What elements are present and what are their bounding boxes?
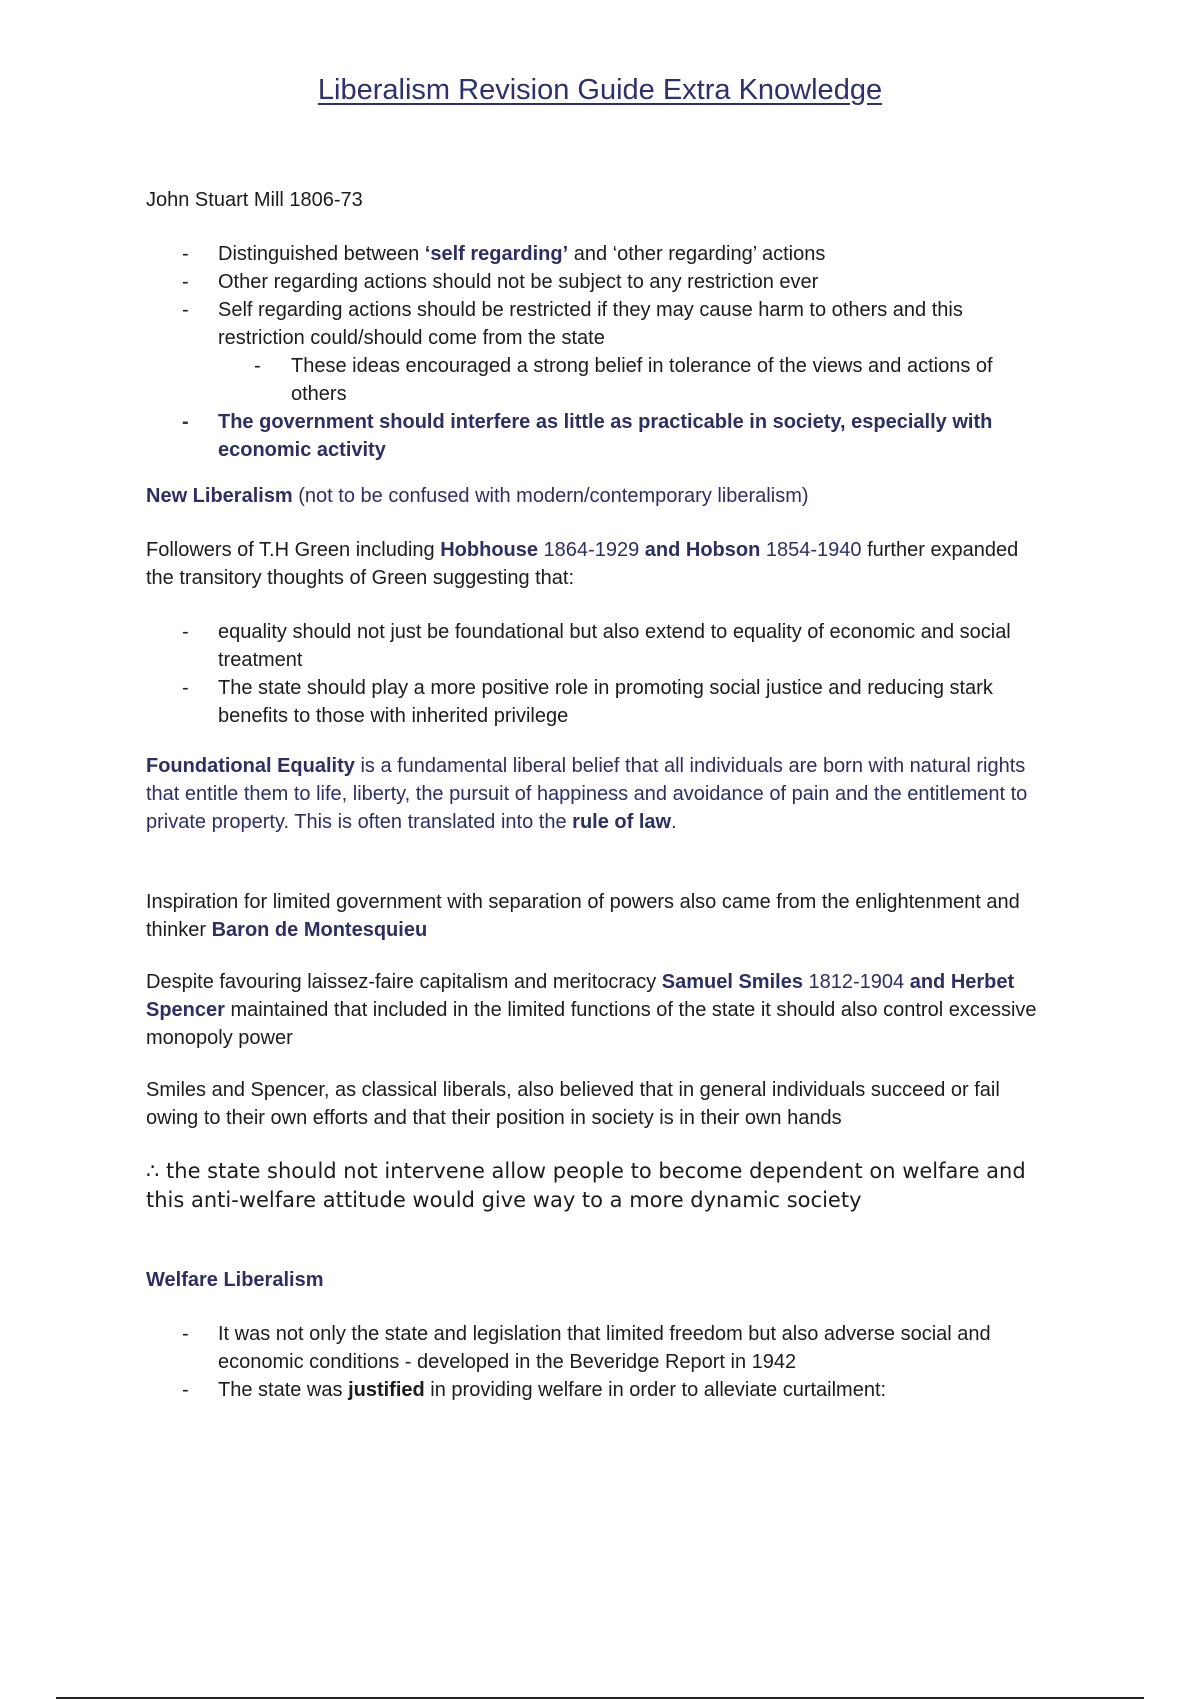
new-liberalism-intro: Followers of T.H Green including Hobhouse 1864-1929 and Hobson 1854-1940 further expanded the transitory thoughts of Green suggesting that: bbox=[146, 539, 1019, 589]
classical-liberals-paragraph: Smiles and Spencer, as classical liberals, also believed that in general individuals succeed or fail owing to their own efforts and that their position in society is in their own hands bbox=[146, 1079, 1000, 1129]
list-item: - Self regarding actions should be restricted if they may cause harm to others and this restriction could/should come from the state bbox=[146, 296, 1046, 352]
foundational-equality-paragraph: Foundational Equality is a fundamental liberal belief that all individuals are born with natural rights that entitle them to life, liberty, the pursuit of happiness and avoidance of pain and the entitlement to private property. This is often translated into the rule of law. bbox=[146, 755, 1028, 833]
list-item: - It was not only the state and legislation that limited freedom but also adverse social and economic conditions - developed in the Beveridge Report in 1942 bbox=[146, 1320, 1046, 1376]
welfare-liberalism-heading: Welfare Liberalism bbox=[146, 1269, 324, 1291]
new-liberalism-heading: New Liberalism (not to be confused with modern/contemporary liberalism) bbox=[146, 485, 809, 507]
new-liberalism-list bbox=[146, 618, 1046, 730]
list-item: - These ideas encouraged a strong belief in tolerance of the views and actions of others bbox=[146, 352, 1046, 408]
montesquieu-paragraph: Inspiration for limited government with separation of powers also came from the enlightenment and thinker Baron de Montesquieu bbox=[146, 891, 1020, 941]
list-item: - The state was justified in providing welfare in order to alleviate curtailment: bbox=[146, 1376, 1046, 1404]
page-bottom-rule bbox=[56, 1697, 1144, 1699]
mill-heading: John Stuart Mill 1806-73 bbox=[146, 189, 363, 211]
therefore-paragraph: ∴ the state should not intervene allow people to become dependent on welfare and this anti-welfare attitude would give way to a more dynamic society bbox=[146, 1159, 1026, 1212]
mill-list bbox=[146, 240, 1046, 464]
list-item: - The government should interfere as little as practicable in society, especially with economic activity bbox=[146, 408, 1046, 464]
list-item: - equality should not just be foundational but also extend to equality of economic and social treatment bbox=[146, 618, 1046, 674]
list-item: - Distinguished between ‘self regarding’ and ‘other regarding’ actions bbox=[146, 240, 1046, 268]
welfare-list bbox=[146, 1320, 1046, 1404]
list-item: - Other regarding actions should not be subject to any restriction ever bbox=[146, 268, 1046, 296]
smiles-spencer-paragraph: Despite favouring laissez-faire capitalism and meritocracy Samuel Smiles 1812-1904 and Herbet Spencer maintained that included in the limited functions of the state it should also control excessive monopoly power bbox=[146, 971, 1037, 1049]
document-title: Liberalism Revision Guide Extra Knowledge bbox=[317, 74, 883, 106]
list-item: - The state should play a more positive role in promoting social justice and reducing stark benefits to those with inherited privilege bbox=[146, 674, 1046, 730]
